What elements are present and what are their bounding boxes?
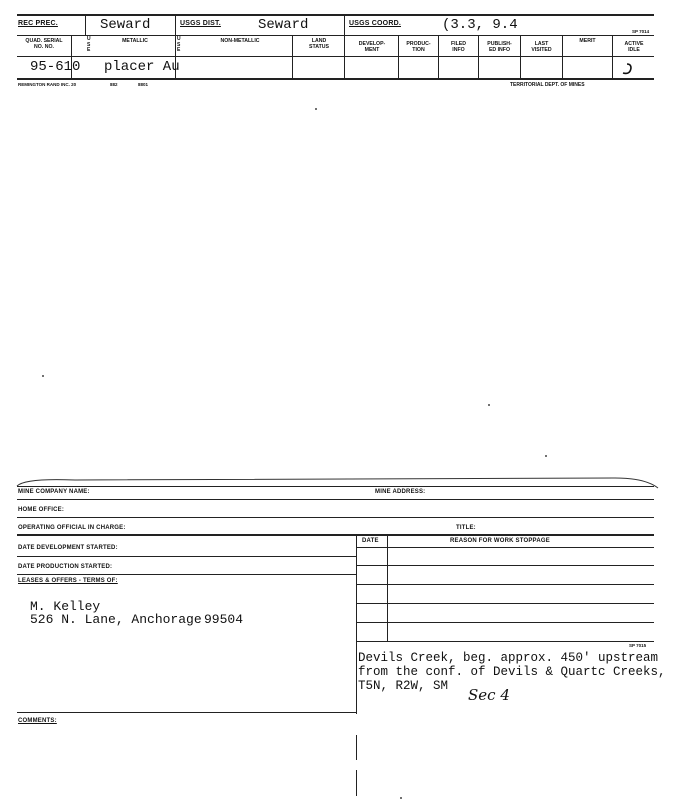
department-label: TERRITORIAL DEPT. OF MINES (510, 82, 585, 88)
rule (17, 517, 654, 518)
nonmetallic-header: NON-METALLIC (220, 38, 260, 44)
rule (356, 547, 654, 548)
rec-prec-value: Seward (100, 17, 151, 33)
speck (42, 375, 44, 377)
lease-address: 526 N. Lane, Anchorage (30, 612, 202, 627)
checkmark-icon (620, 61, 636, 77)
use-nonmetallic-header: U S E (177, 36, 181, 53)
vrule (344, 14, 345, 78)
vrule (292, 35, 293, 78)
rule (17, 574, 356, 575)
quad-serial-header: QUAD. SERIAL NO. NO. (25, 38, 63, 50)
vrule (387, 534, 388, 641)
mine-address-label: MINE ADDRESS: (375, 489, 426, 495)
rule (17, 556, 356, 557)
merit-header: MERIT (579, 38, 596, 44)
printer-code-2: 8801 (138, 82, 149, 87)
use-metallic-header: U S E (87, 36, 91, 53)
mine-company-label: MINE COMPANY NAME: (18, 489, 90, 495)
vrule (356, 534, 357, 714)
metallic-header: METALLIC (122, 38, 148, 44)
usgs-coord-label: USGS COORD. (349, 20, 401, 27)
rule (356, 622, 654, 623)
rule (17, 499, 654, 500)
form-number-top: SP 7014 (632, 29, 650, 34)
top-rule-1 (17, 14, 654, 16)
speck (545, 455, 547, 457)
leases-label: LEASES & OFFERS - TERMS OF: (18, 578, 118, 584)
filed-info-header: FILED INFO (451, 41, 466, 53)
rule (356, 565, 654, 566)
printer-code-1: 882 (110, 82, 118, 87)
card-edge (15, 470, 660, 490)
reason-column-header: REASON FOR WORK STOPPAGE (450, 538, 550, 544)
speck (315, 108, 317, 110)
metallic-value: placer Au (104, 59, 180, 75)
speck (488, 404, 490, 406)
usgs-coord-value: (3.3, 9.4 (442, 17, 518, 33)
land-status-header: LAND STATUS (309, 38, 329, 50)
rec-prec-label: REC PREC. (18, 20, 58, 27)
usgs-dist-label: USGS DIST. (180, 20, 221, 27)
active-idle-header: ACTIVE IDLE (624, 41, 644, 53)
title-label: TITLE: (456, 525, 476, 531)
published-info-header: PUBLISH- ED INFO (487, 41, 512, 53)
vrule (356, 735, 357, 760)
operating-official-label: OPERATING OFFICIAL IN CHARGE: (18, 525, 126, 531)
rule (356, 641, 654, 642)
usgs-dist-value: Seward (258, 17, 309, 33)
rule (356, 584, 654, 585)
printer-line: REMINGTON RAND INC. 20 (18, 82, 77, 87)
serial-value: 95-610 (30, 59, 81, 75)
rule (17, 486, 654, 487)
last-visited-header: LAST VISITED (531, 41, 552, 53)
rule (17, 712, 356, 713)
top-rule-2 (17, 35, 654, 36)
handwritten-section: Sec 4 (468, 686, 510, 704)
speck (400, 797, 402, 799)
lease-zip: 99504 (204, 612, 244, 627)
rule (356, 603, 654, 604)
top-rule-3 (17, 56, 654, 57)
location-line-1: Devils Creek, beg. approx. 450' upstream (358, 651, 659, 665)
top-rule-4 (17, 78, 654, 80)
rule (17, 534, 654, 536)
development-header: DEVELOP- MENT (358, 41, 386, 53)
home-office-label: HOME OFFICE: (18, 507, 65, 513)
vrule (356, 770, 357, 796)
date-development-label: DATE DEVELOPMENT STARTED: (18, 545, 118, 551)
date-production-label: DATE PRODUCTION STARTED: (18, 564, 113, 570)
vrule (85, 14, 86, 35)
comments-label: COMMENTS: (18, 718, 57, 724)
location-line-3: T5N, R2W, SM (358, 679, 449, 693)
form-number-bottom: SP 7015 (629, 643, 647, 648)
date-column-header: DATE (362, 538, 379, 544)
lease-name: M. Kelley (30, 599, 101, 614)
production-header: PRODUC- TION (406, 41, 431, 53)
location-line-2: from the conf. of Devils & Quartc Creeks, (358, 665, 666, 679)
